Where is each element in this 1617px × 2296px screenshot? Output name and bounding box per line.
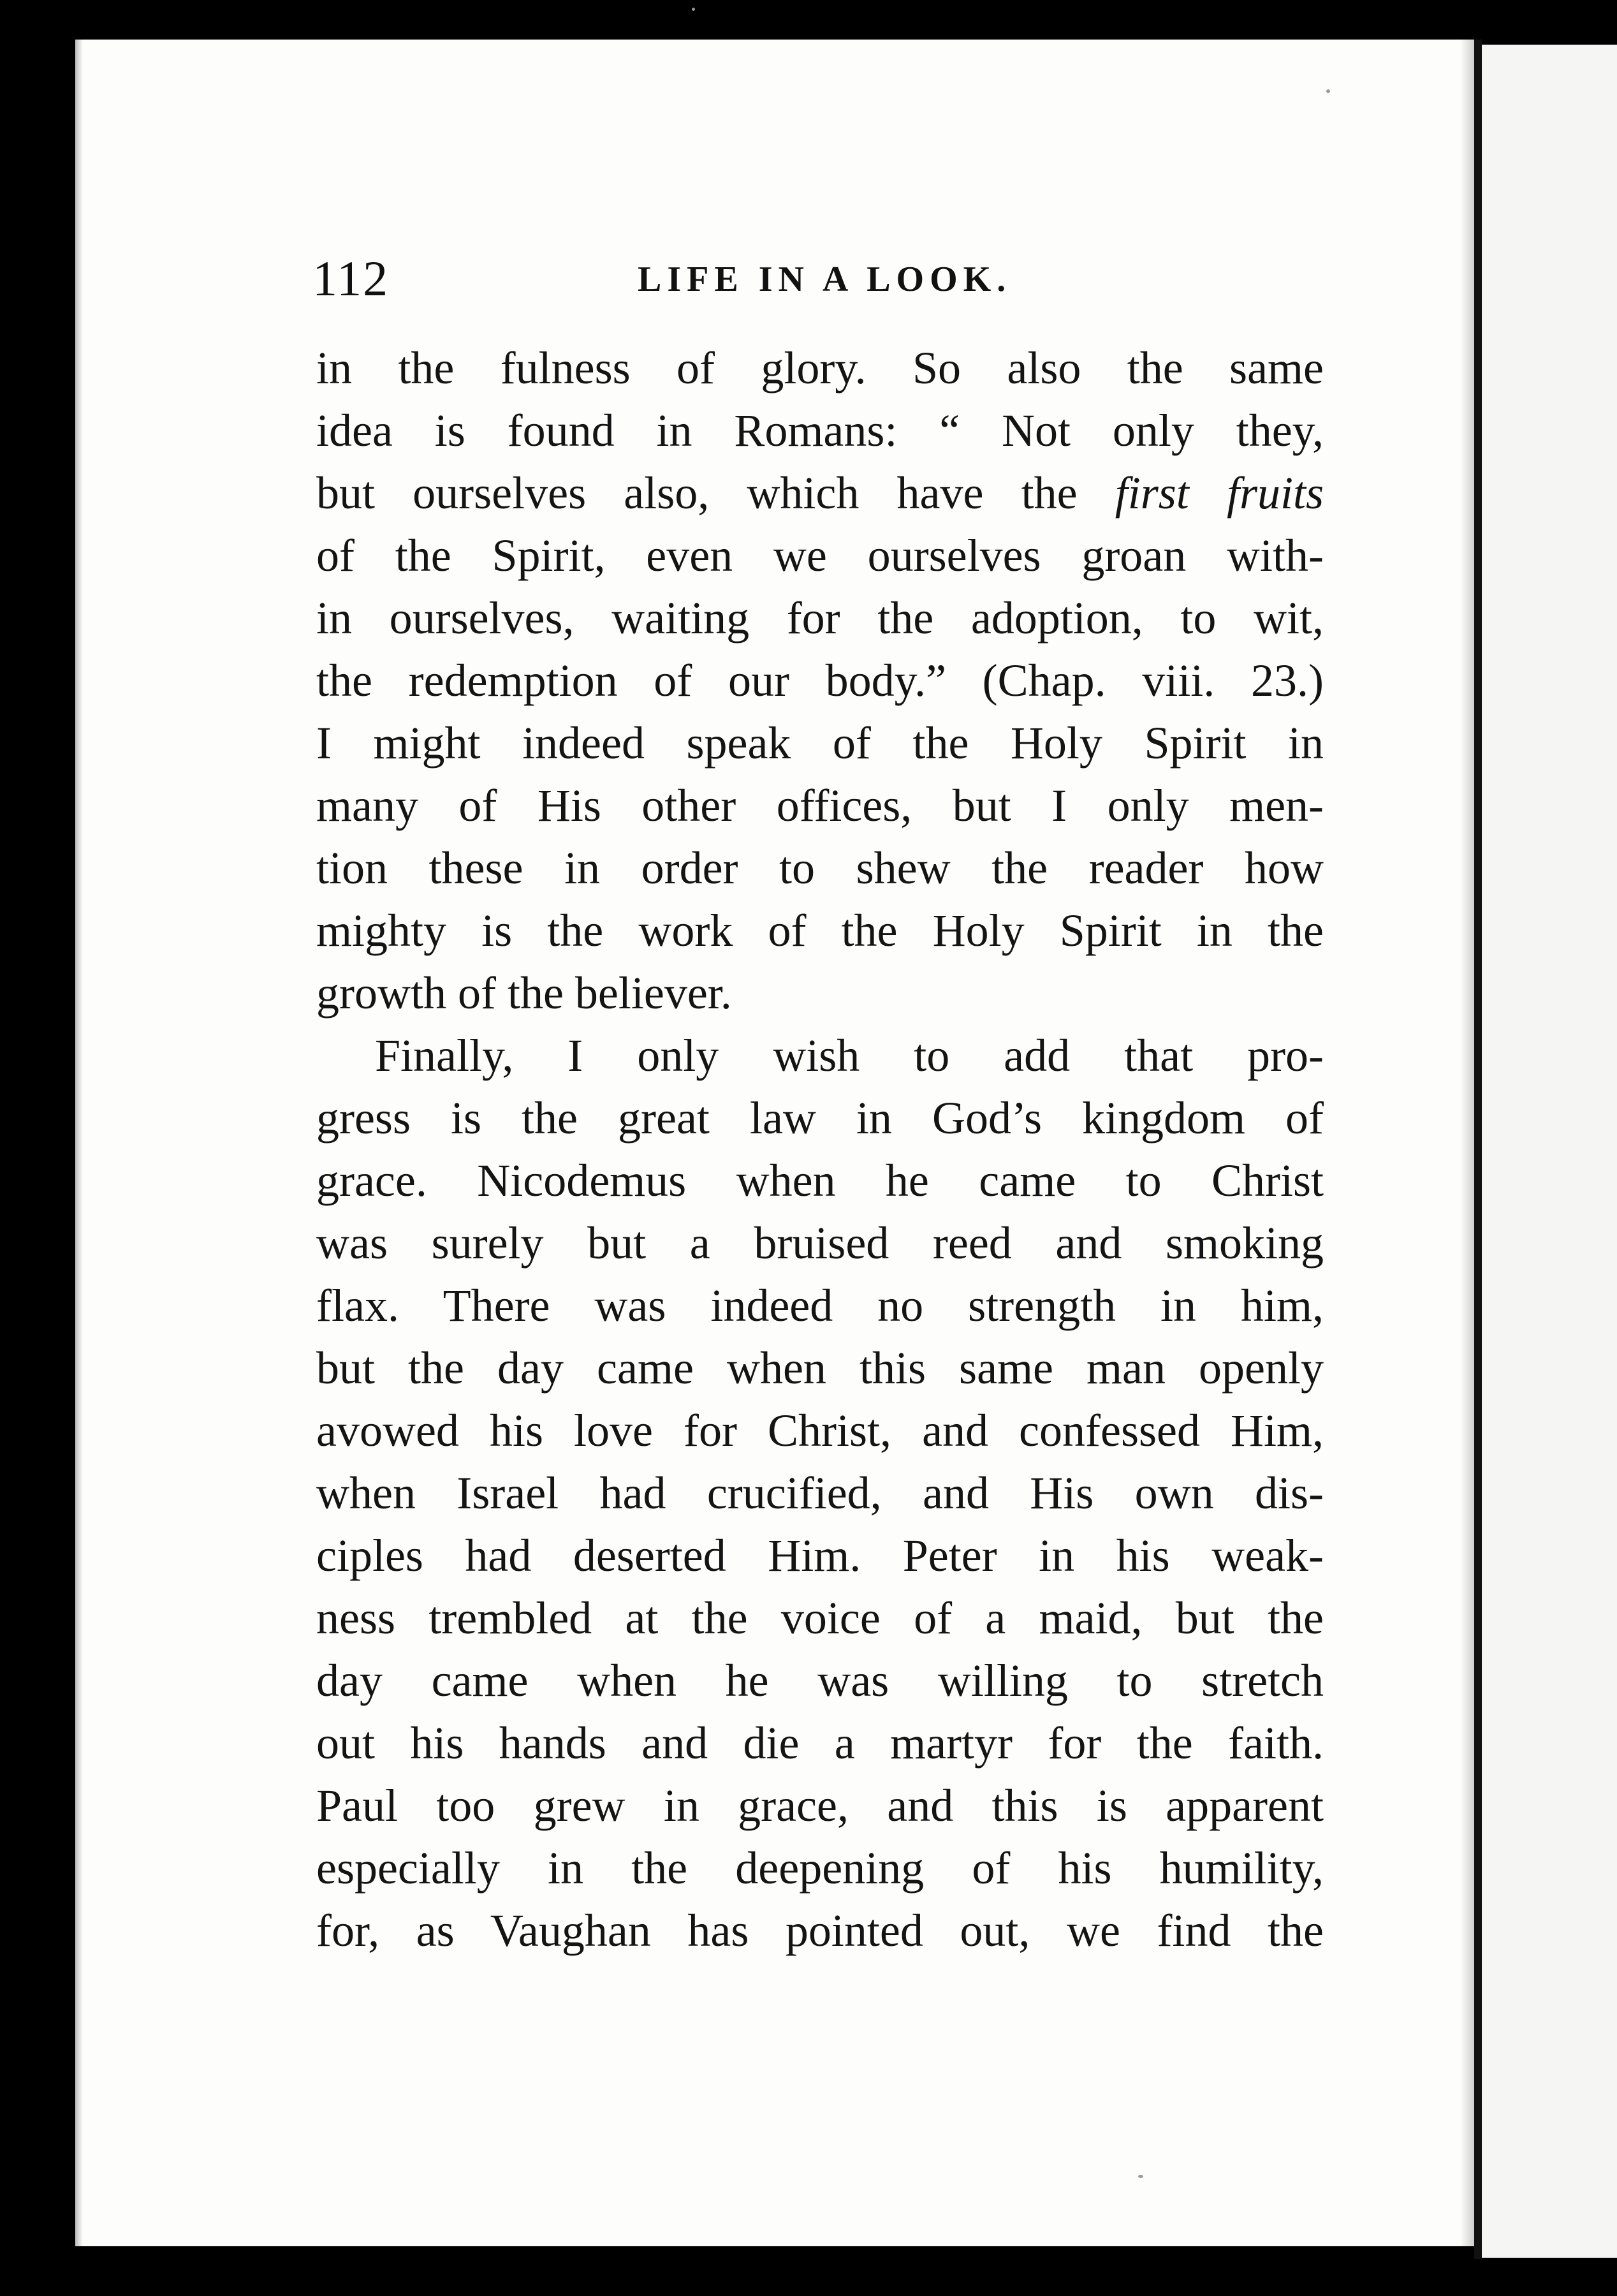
text-line: mighty is the work of the Holy Spirit in the — [316, 905, 1324, 956]
text-line: Finally, I only wish to add that pro- — [375, 1030, 1324, 1081]
text-line: flax. There was indeed no strength in him, — [316, 1280, 1324, 1331]
text-line: but the day came when this same man openly — [316, 1343, 1324, 1394]
page-edge-left — [75, 40, 83, 2246]
text-line: in the fulness of glory. So also the same — [316, 342, 1324, 394]
text-line: when Israel had crucified, and His own dis- — [316, 1468, 1324, 1519]
text-line: grace. Nicodemus when he came to Christ — [316, 1155, 1324, 1206]
text-line: tion these in order to shew the reader how — [316, 843, 1324, 894]
text-line: avowed his love for Christ, and confessed Him, — [316, 1405, 1324, 1456]
text-line: for, as Vaughan has pointed out, we find the — [316, 1905, 1324, 1956]
scan-speck — [1138, 2175, 1143, 2178]
page-number: 112 — [312, 251, 390, 306]
text-line: of the Spirit, even we ourselves groan with- — [316, 530, 1324, 581]
body-text — [316, 337, 1324, 1962]
text-line: ness trembled at the voice of a maid, but the — [316, 1593, 1324, 1644]
scan-speck — [692, 8, 695, 11]
scan-border-top — [0, 0, 1617, 40]
text-line: gress is the great law in God’s kingdom of — [316, 1093, 1324, 1144]
italic-emphasis: first fruits — [1115, 467, 1324, 519]
text-line: day came when he was willing to stretch — [316, 1655, 1324, 1706]
text-line: the redemption of our body.” (Chap. viii. 23.) — [316, 655, 1324, 706]
gutter-shadow — [1474, 40, 1482, 2259]
text-line: growth of the believer. — [316, 968, 732, 1019]
scan-speck — [1326, 89, 1330, 93]
facing-page-edge — [1482, 45, 1617, 2258]
text-line: was surely but a bruised reed and smoking — [316, 1218, 1324, 1269]
text-line: Paul too grew in grace, and this is apparent — [316, 1780, 1324, 1831]
text-line: in ourselves, waiting for the adoption, to wit, — [316, 592, 1324, 644]
text-line: idea is found in Romans: “ Not only they, — [316, 405, 1324, 456]
text-line: I might indeed speak of the Holy Spirit in — [316, 718, 1324, 769]
page-edge-right — [1460, 40, 1474, 2246]
text-line-with-emphasis — [316, 462, 1324, 524]
text-line: especially in the deepening of his humility, — [316, 1843, 1324, 1894]
text-line: many of His other offices, but I only men- — [316, 780, 1324, 831]
running-title: LIFE IN A LOOK. — [638, 260, 1012, 299]
text-line: ciples had deserted Him. Peter in his weak- — [316, 1530, 1324, 1581]
text-line: out his hands and die a martyr for the faith. — [316, 1718, 1324, 1769]
text-segment: but ourselves also, which have the — [316, 467, 1115, 519]
